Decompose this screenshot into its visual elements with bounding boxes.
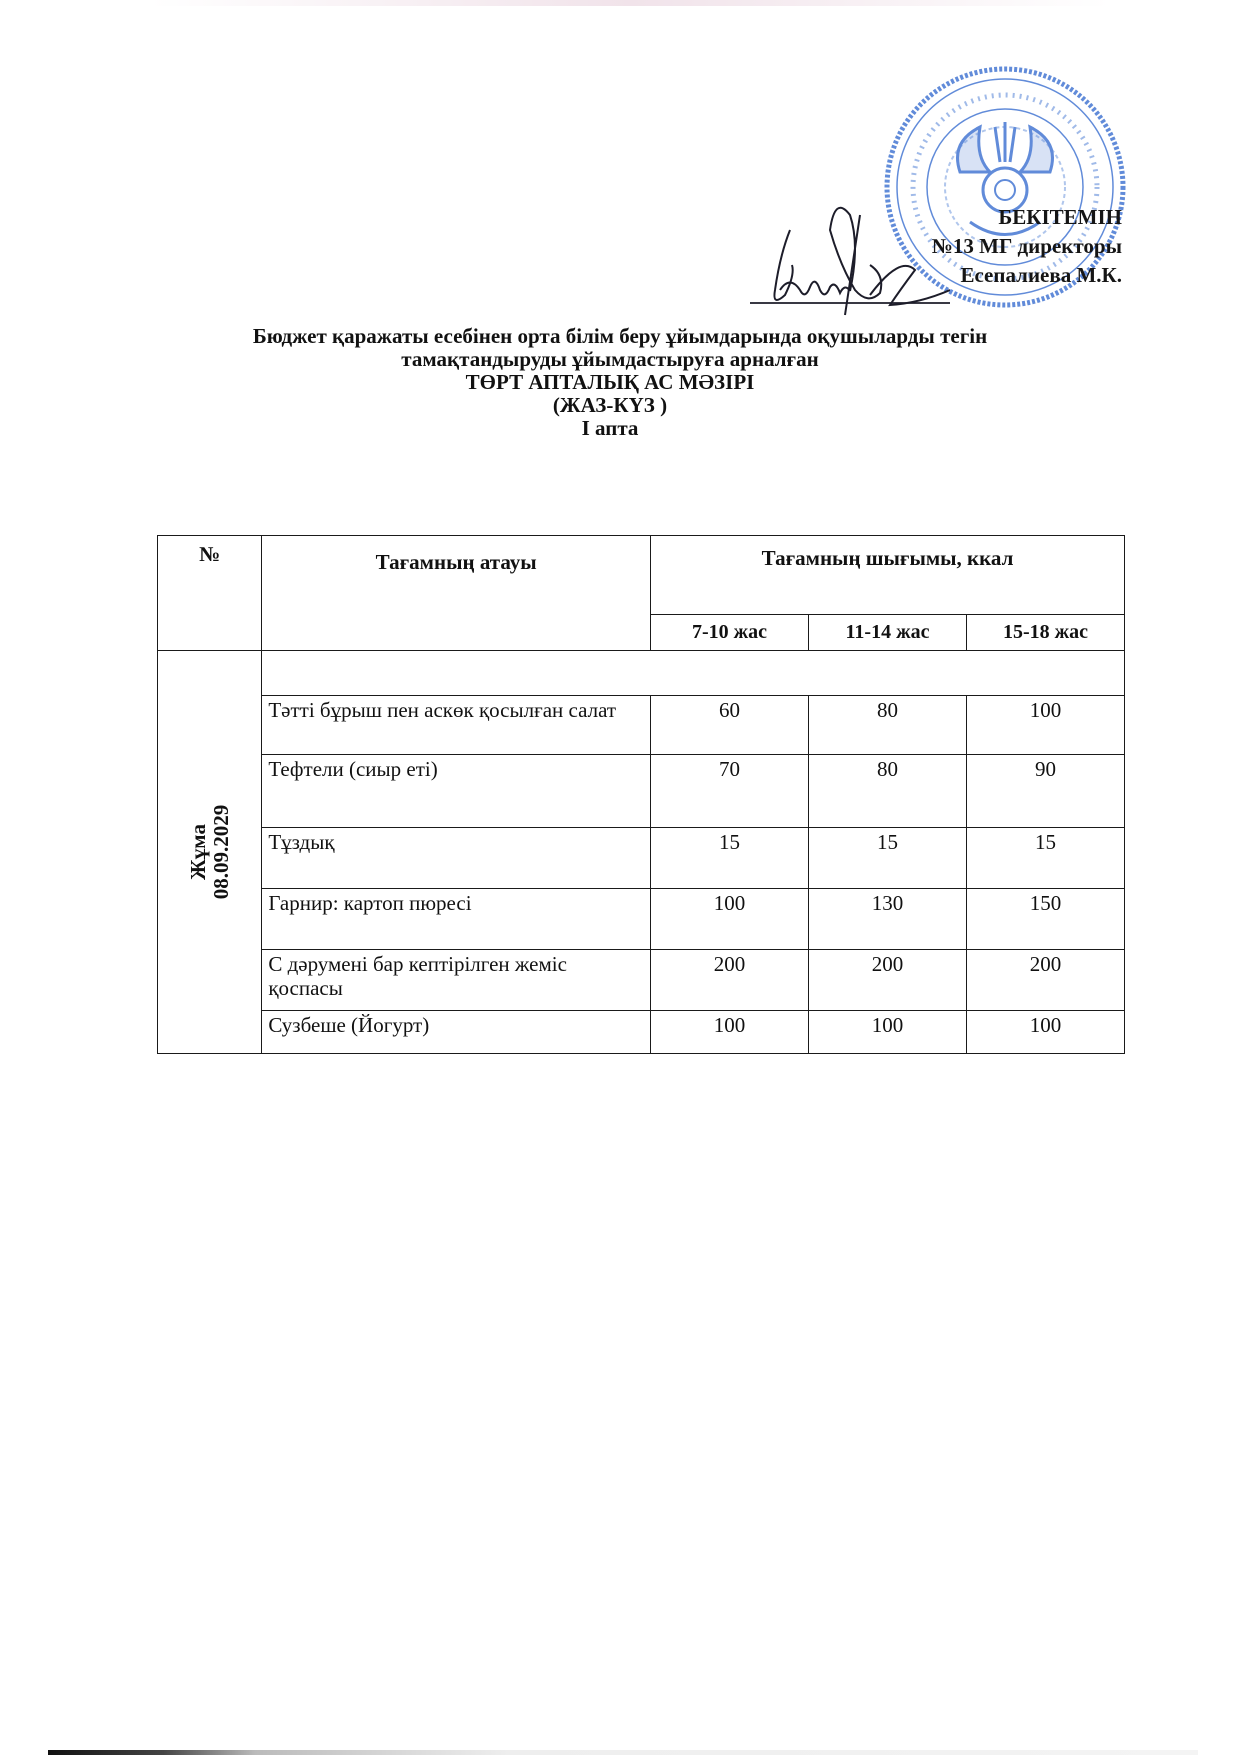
scan-edge-top [150,0,1110,6]
kcal-15-18: 90 [966,755,1124,828]
day-date-label [187,805,233,900]
kcal-11-14: 15 [809,828,967,889]
kcal-15-18: 100 [966,696,1124,755]
kcal-11-14: 130 [809,889,967,950]
day-date-cell [158,651,262,1054]
table-header-row [158,536,1125,615]
kcal-15-18: 150 [966,889,1124,950]
kcal-7-10: 60 [651,696,809,755]
kcal-11-14: 80 [809,755,967,828]
heading-line-1: Бюджет қаражаты есебінен орта білім беру ұйымдарында оқушыларды тегін [252,324,988,348]
header-number: № [158,536,262,651]
approval-block [932,203,1122,290]
header-dish-name: Тағамның атауы [262,536,651,651]
dish-name: С дәрумені бар кептірілген жеміс қоспасы [262,950,651,1011]
table-row [158,889,1125,950]
signature [750,195,950,320]
blank-cell [262,651,1125,696]
table-row [158,828,1125,889]
header-age-15-18: 15-18 жас [966,614,1124,651]
table-row [158,755,1125,828]
dish-name: Сузбеше (Йогурт) [262,1011,651,1054]
dish-name: Гарнир: картоп пюресі [262,889,651,950]
kcal-11-14: 100 [809,1011,967,1054]
table-row [158,950,1125,1011]
heading-week: І апта [581,416,639,440]
kcal-15-18: 200 [966,950,1124,1011]
header-age-7-10: 7-10 жас [651,614,809,651]
kcal-7-10: 200 [651,950,809,1011]
approval-title: БЕКІТЕМІН [998,205,1122,229]
heading-season: (ЖАЗ-КҮЗ ) [552,393,668,417]
approval-position: №13 МГ директоры [931,234,1122,258]
table-row-blank [158,651,1125,696]
document-heading [0,325,1240,440]
dish-name: Тәтті бұрыш пен аскөк қосылған салат [262,696,651,755]
header-age-11-14: 11-14 жас [809,614,967,651]
header-yield: Тағамның шығымы, ккал [651,536,1125,615]
date-label: 08.09.2029 [208,804,233,900]
scan-edge-bottom [48,1750,1198,1755]
kcal-7-10: 70 [651,755,809,828]
kcal-7-10: 15 [651,828,809,889]
approval-name: Есепалиева М.К. [960,263,1122,287]
day-label: Жұма [185,824,210,880]
table-row [158,696,1125,755]
kcal-15-18: 100 [966,1011,1124,1054]
kcal-11-14: 200 [809,950,967,1011]
kcal-7-10: 100 [651,1011,809,1054]
heading-line-2: тамақтандыруды ұйымдастыруға арналған [401,347,819,371]
kcal-15-18: 15 [966,828,1124,889]
kcal-11-14: 80 [809,696,967,755]
dish-name: Тефтели (сиыр еті) [262,755,651,828]
kcal-7-10: 100 [651,889,809,950]
menu-table [157,535,1125,1054]
table-row [158,1011,1125,1054]
dish-name: Тұздық [262,828,651,889]
heading-menu-title: ТӨРТ АПТАЛЫҚ АС МӘЗІРІ [465,370,755,394]
